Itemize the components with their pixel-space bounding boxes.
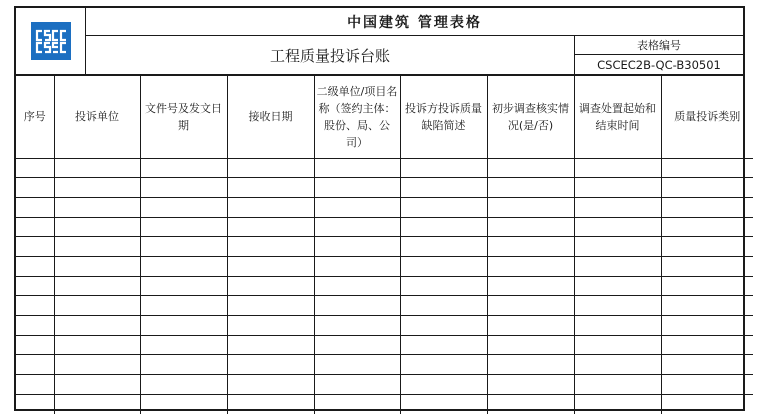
table-cell[interactable] bbox=[661, 394, 753, 414]
table-cell[interactable] bbox=[400, 276, 487, 296]
table-cell[interactable] bbox=[227, 237, 314, 257]
table-cell[interactable] bbox=[227, 276, 314, 296]
table-cell[interactable] bbox=[314, 178, 400, 198]
table-cell[interactable] bbox=[487, 276, 574, 296]
table-cell[interactable] bbox=[400, 375, 487, 395]
column-header-initial-check: 初步调查核实情况(是/否) bbox=[487, 76, 574, 158]
table-cell[interactable] bbox=[661, 276, 753, 296]
table-row bbox=[16, 335, 753, 355]
table-row bbox=[16, 296, 753, 316]
table-cell[interactable] bbox=[140, 355, 227, 375]
table-cell[interactable] bbox=[140, 296, 227, 316]
table-cell[interactable] bbox=[574, 178, 661, 198]
table-cell[interactable] bbox=[227, 256, 314, 276]
table-cell[interactable] bbox=[140, 197, 227, 217]
table-cell[interactable] bbox=[140, 394, 227, 414]
table-cell[interactable] bbox=[400, 178, 487, 198]
table-cell[interactable] bbox=[487, 158, 574, 178]
table-cell[interactable] bbox=[661, 158, 753, 178]
form-code-label: 表格编号 bbox=[575, 36, 743, 55]
table-cell[interactable] bbox=[400, 296, 487, 316]
cscec-logo-icon bbox=[31, 22, 71, 60]
table-cell[interactable] bbox=[16, 158, 54, 178]
table-cell[interactable] bbox=[661, 375, 753, 395]
table-row bbox=[16, 276, 753, 296]
table-cell[interactable] bbox=[400, 158, 487, 178]
table-cell[interactable] bbox=[487, 394, 574, 414]
table-cell[interactable] bbox=[140, 237, 227, 257]
table-cell[interactable] bbox=[574, 276, 661, 296]
column-header-document-date: 文件号及发文日期 bbox=[140, 76, 227, 158]
table-cell[interactable] bbox=[314, 276, 400, 296]
table-cell[interactable] bbox=[227, 316, 314, 336]
table-cell[interactable] bbox=[16, 355, 54, 375]
table-cell[interactable] bbox=[54, 178, 140, 198]
table-row bbox=[16, 197, 753, 217]
table-cell[interactable] bbox=[54, 316, 140, 336]
table-cell[interactable] bbox=[54, 335, 140, 355]
table-cell[interactable] bbox=[661, 335, 753, 355]
table-cell[interactable] bbox=[16, 217, 54, 237]
table-cell[interactable] bbox=[574, 316, 661, 336]
table-cell[interactable] bbox=[227, 178, 314, 198]
table-cell[interactable] bbox=[227, 375, 314, 395]
table-cell[interactable] bbox=[400, 217, 487, 237]
table-cell[interactable] bbox=[661, 316, 753, 336]
table-cell[interactable] bbox=[400, 316, 487, 336]
table-cell[interactable] bbox=[16, 197, 54, 217]
table-cell[interactable] bbox=[227, 355, 314, 375]
table-cell[interactable] bbox=[487, 217, 574, 237]
table-cell[interactable] bbox=[487, 375, 574, 395]
table-cell[interactable] bbox=[661, 217, 753, 237]
table-cell[interactable] bbox=[574, 375, 661, 395]
table-cell[interactable] bbox=[574, 296, 661, 316]
table-cell[interactable] bbox=[487, 178, 574, 198]
table-cell[interactable] bbox=[314, 256, 400, 276]
table-cell[interactable] bbox=[314, 355, 400, 375]
column-header-received-date: 接收日期 bbox=[227, 76, 314, 158]
table-cell[interactable] bbox=[400, 237, 487, 257]
table-cell[interactable] bbox=[314, 316, 400, 336]
table-cell[interactable] bbox=[400, 335, 487, 355]
table-row bbox=[16, 316, 753, 336]
table-cell[interactable] bbox=[54, 276, 140, 296]
table-cell[interactable] bbox=[54, 217, 140, 237]
table-cell[interactable] bbox=[227, 335, 314, 355]
table-cell[interactable] bbox=[487, 335, 574, 355]
table-cell[interactable] bbox=[400, 355, 487, 375]
table-cell[interactable] bbox=[574, 197, 661, 217]
table-cell[interactable] bbox=[661, 355, 753, 375]
column-header-index: 序号 bbox=[16, 76, 54, 158]
table-row bbox=[16, 217, 753, 237]
table-cell[interactable] bbox=[54, 197, 140, 217]
table-cell[interactable] bbox=[140, 335, 227, 355]
column-header-complainant: 投诉单位 bbox=[54, 76, 140, 158]
table-header-row bbox=[16, 76, 753, 158]
column-header-complaint-category: 质量投诉类别 bbox=[661, 76, 753, 158]
table-cell[interactable] bbox=[661, 256, 753, 276]
table-cell[interactable] bbox=[227, 296, 314, 316]
table-cell[interactable] bbox=[400, 394, 487, 414]
table-cell[interactable] bbox=[314, 217, 400, 237]
table-cell[interactable] bbox=[16, 276, 54, 296]
table-cell[interactable] bbox=[400, 256, 487, 276]
table-cell[interactable] bbox=[314, 375, 400, 395]
table-cell[interactable] bbox=[487, 355, 574, 375]
table-cell[interactable] bbox=[314, 296, 400, 316]
company-band: 中国建筑 管理表格 bbox=[86, 8, 743, 36]
table-cell[interactable] bbox=[661, 237, 753, 257]
table-cell[interactable] bbox=[574, 217, 661, 237]
table-cell[interactable] bbox=[16, 316, 54, 336]
table-cell[interactable] bbox=[574, 394, 661, 414]
table-cell[interactable] bbox=[140, 217, 227, 237]
table-cell[interactable] bbox=[54, 296, 140, 316]
table-cell[interactable] bbox=[487, 197, 574, 217]
table-cell[interactable] bbox=[227, 197, 314, 217]
column-header-unit-project: 二级单位/项目名称（签约主体：股份、局、公司） bbox=[314, 76, 400, 158]
table-cell[interactable] bbox=[400, 197, 487, 217]
table-cell[interactable] bbox=[661, 197, 753, 217]
table-cell[interactable] bbox=[487, 296, 574, 316]
table-cell[interactable] bbox=[661, 178, 753, 198]
table-cell[interactable] bbox=[140, 375, 227, 395]
table-cell[interactable] bbox=[16, 237, 54, 257]
table-cell[interactable] bbox=[314, 237, 400, 257]
column-header-defect-summary: 投诉方投诉质量缺陷简述 bbox=[400, 76, 487, 158]
table-cell[interactable] bbox=[487, 316, 574, 336]
table-cell[interactable] bbox=[16, 296, 54, 316]
table-cell[interactable] bbox=[574, 237, 661, 257]
table-cell[interactable] bbox=[54, 394, 140, 414]
table-cell[interactable] bbox=[574, 335, 661, 355]
table-cell[interactable] bbox=[16, 256, 54, 276]
table-row bbox=[16, 178, 753, 198]
table-cell[interactable] bbox=[227, 217, 314, 237]
table-cell[interactable] bbox=[16, 335, 54, 355]
table-cell[interactable] bbox=[54, 158, 140, 178]
cscec-logo-mark bbox=[31, 22, 71, 60]
table-cell[interactable] bbox=[574, 158, 661, 178]
complaint-ledger-table bbox=[16, 76, 753, 414]
table-cell[interactable] bbox=[314, 394, 400, 414]
logo-cell bbox=[16, 8, 86, 74]
table-cell[interactable] bbox=[661, 296, 753, 316]
table-cell[interactable] bbox=[487, 237, 574, 257]
table-row bbox=[16, 394, 753, 414]
table-cell[interactable] bbox=[227, 158, 314, 178]
table-cell[interactable] bbox=[140, 178, 227, 198]
table-cell[interactable] bbox=[54, 375, 140, 395]
table-cell[interactable] bbox=[16, 178, 54, 198]
table-cell[interactable] bbox=[140, 316, 227, 336]
table-cell[interactable] bbox=[140, 158, 227, 178]
table-cell[interactable] bbox=[140, 256, 227, 276]
table-cell[interactable] bbox=[314, 335, 400, 355]
form-code-value: CSCEC2B-QC-B30501 bbox=[597, 57, 721, 72]
table-row bbox=[16, 158, 753, 178]
table-cell[interactable] bbox=[574, 256, 661, 276]
table-cell[interactable] bbox=[227, 394, 314, 414]
table-row bbox=[16, 375, 753, 395]
form-header bbox=[16, 8, 743, 76]
table-cell[interactable] bbox=[487, 256, 574, 276]
table-cell[interactable] bbox=[140, 276, 227, 296]
table-cell[interactable] bbox=[54, 256, 140, 276]
table-row bbox=[16, 256, 753, 276]
table-cell[interactable] bbox=[16, 375, 54, 395]
form-sheet bbox=[14, 6, 745, 411]
table-cell[interactable] bbox=[314, 197, 400, 217]
table-cell[interactable] bbox=[54, 355, 140, 375]
table-cell[interactable] bbox=[54, 237, 140, 257]
table-row bbox=[16, 237, 753, 257]
form-title: 工程质量投诉台账 bbox=[86, 36, 575, 74]
table-cell[interactable] bbox=[16, 394, 54, 414]
column-header-handling-period: 调查处置起始和结束时间 bbox=[574, 76, 661, 158]
table-cell[interactable] bbox=[314, 158, 400, 178]
table-cell[interactable] bbox=[574, 355, 661, 375]
table-row bbox=[16, 355, 753, 375]
